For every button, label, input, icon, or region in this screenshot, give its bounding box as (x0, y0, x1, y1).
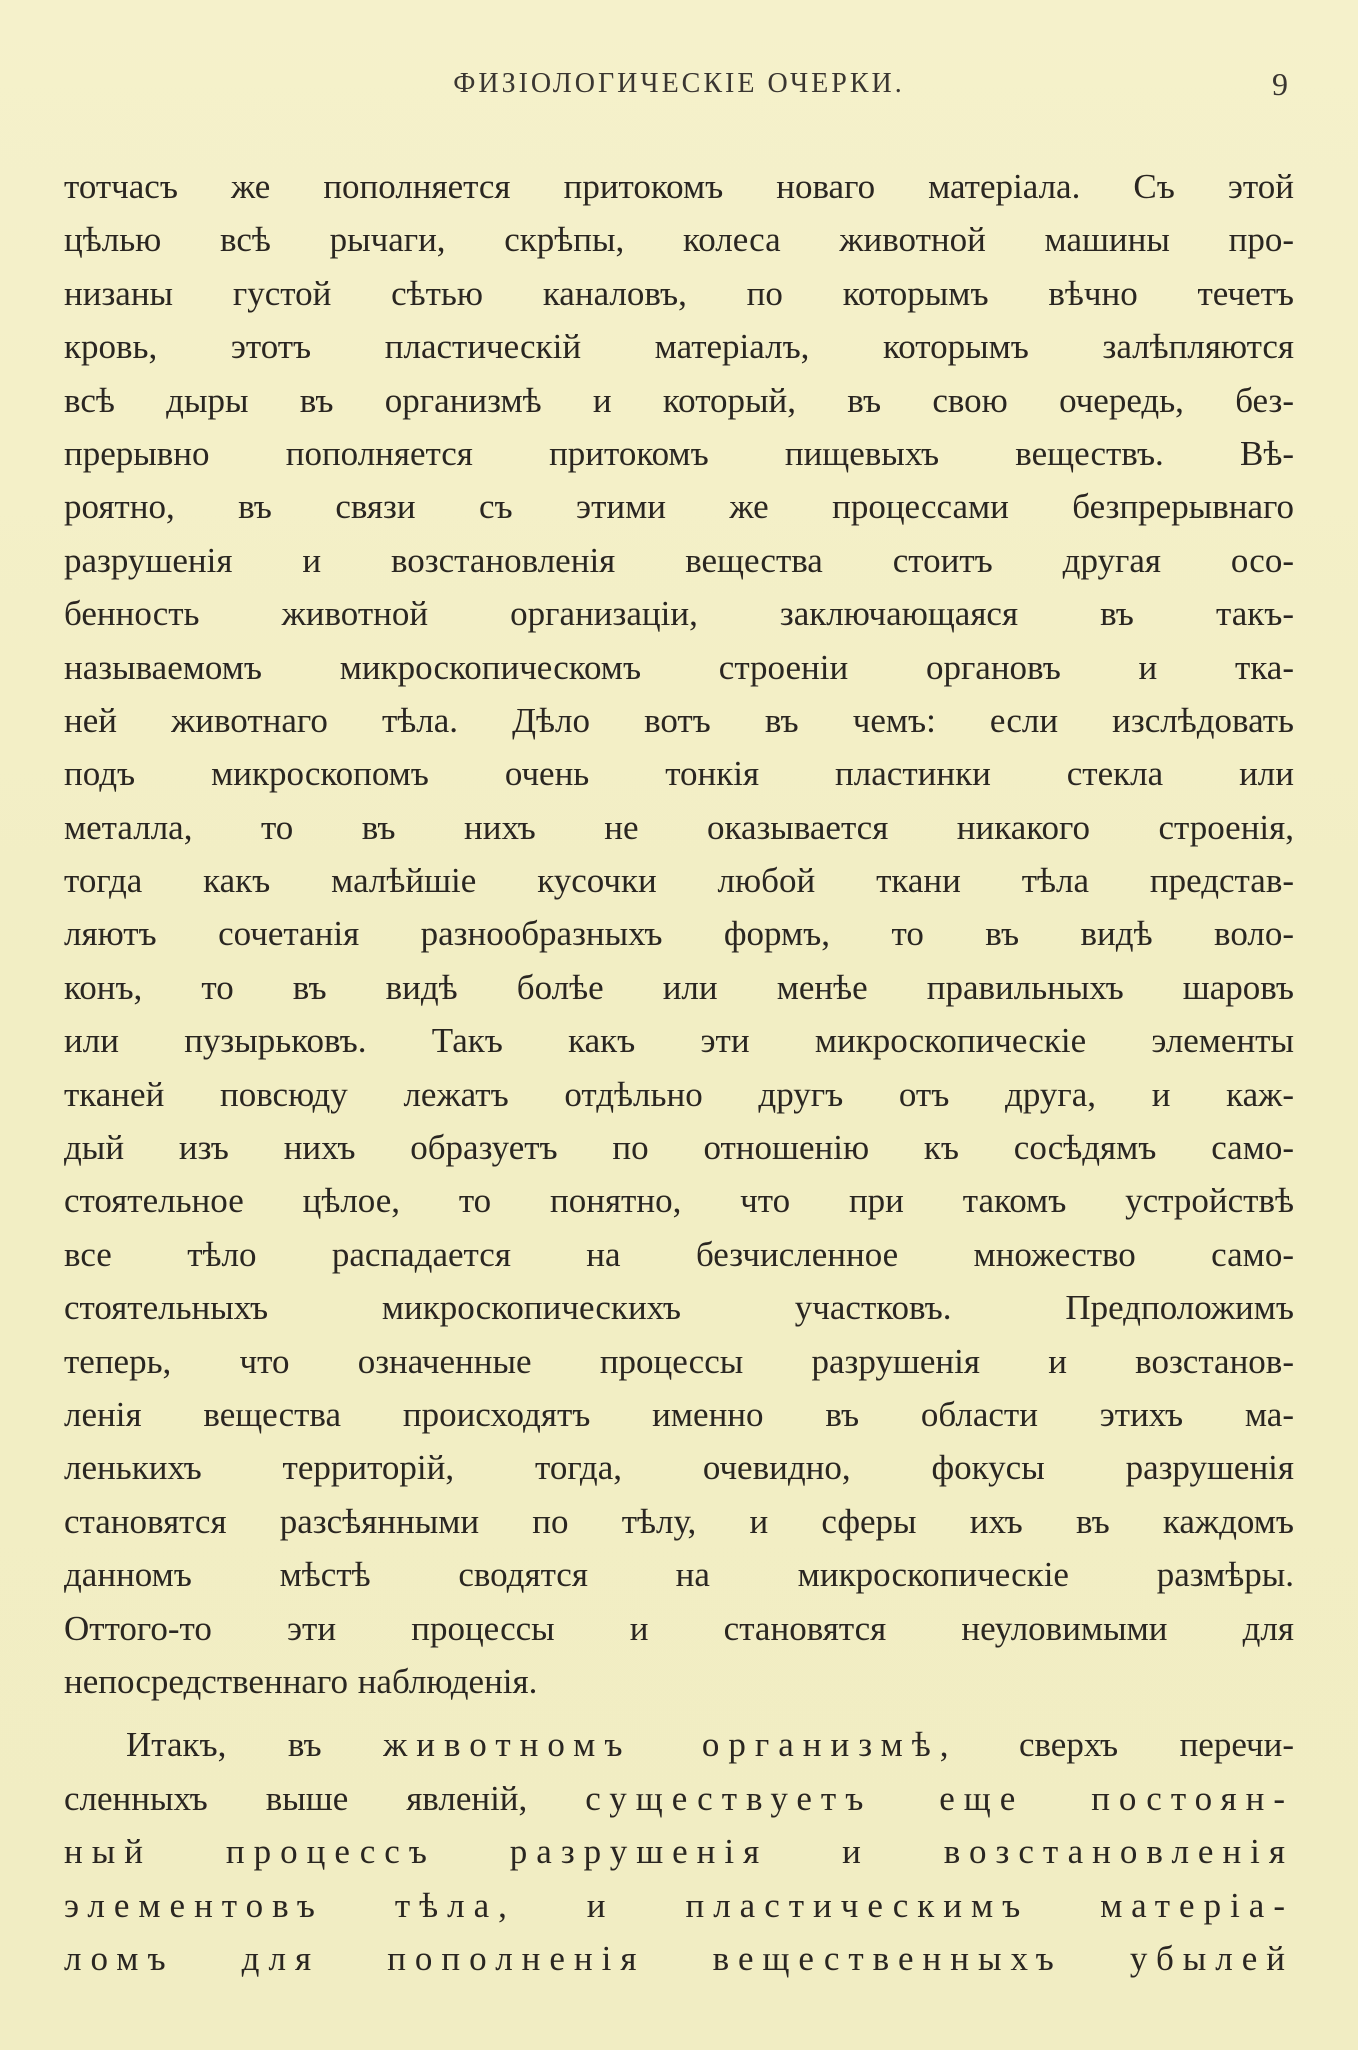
text-line: данномъ мѣстѣ сводятся на микроскопическіе размѣры. (64, 1555, 1294, 1595)
paragraph-gap (64, 1708, 1294, 1718)
paragraph-1 (64, 160, 1294, 1708)
text-line: разрушенія и возстановленія вещества стоитъ другая осо- (64, 540, 1294, 580)
text-line: прерывно пополняется притокомъ пищевыхъ веществъ. Вѣ- (64, 433, 1294, 473)
text-line (64, 1825, 1294, 1878)
paragraph-2 (64, 1718, 1294, 1985)
text-line: конъ, то въ видѣ болѣе или менѣе правильныхъ шаровъ (64, 967, 1294, 1007)
text-line: все тѣло распадается на безчисленное множество само- (64, 1234, 1294, 1274)
text-line: становятся разсѣянными по тѣлу, и сферы ихъ въ каждомъ (64, 1501, 1294, 1541)
text-line: кровь, этотъ пластическій матеріалъ, которымъ залѣпляются (64, 327, 1294, 367)
text-line: или пузырьковъ. Такъ какъ эти микроскопическіе элементы (64, 1021, 1294, 1061)
text-line: цѣлью всѣ рычаги, скрѣпы, колеса животной машины про- (64, 220, 1294, 260)
text-line: ляютъ сочетанія разнообразныхъ формъ, то въ видѣ воло- (64, 914, 1294, 954)
text-line (64, 1718, 1294, 1771)
text-line: ленькихъ территорій, тогда, очевидно, фокусы разрушенія (64, 1448, 1294, 1488)
text-line: стоятельное цѣлое, то понятно, что при такомъ устройствѣ (64, 1181, 1294, 1221)
text-line: ней животнаго тѣла. Дѣло вотъ въ чемъ: если изслѣдовать (64, 700, 1294, 740)
running-head (66, 68, 1292, 108)
text-line: бенность животной организаціи, заключающаяся въ такъ- (64, 594, 1294, 634)
text-line: непосредственнаго наблюденія. (64, 1661, 538, 1701)
text-line: теперь, что означенные процессы разрушенія и возстанов- (64, 1341, 1294, 1381)
emphasized-text: животномъ организмѣ, (383, 1725, 958, 1765)
text-line: тогда какъ малѣйшіе кусочки любой ткани тѣла представ- (64, 861, 1294, 901)
text-run: сверхъ перечи- (957, 1725, 1294, 1765)
emphasized-text: элементовъ тѣла, и пластическимъ матеріа- (64, 1885, 1294, 1925)
text-line (64, 1932, 1294, 1985)
text-line: металла, то въ нихъ не оказывается никакого строенія, (64, 807, 1294, 847)
emphasized-text: существуетъ еще постоян- (585, 1778, 1294, 1818)
text-run: Итакъ, въ (126, 1725, 384, 1765)
text-line: стоятельныхъ микроскопическихъ участковъ. Предположимъ (64, 1288, 1294, 1328)
emphasized-text: ломъ для пополненія вещественныхъ убылей (64, 1938, 1294, 1978)
text-line: всѣ дыры въ организмѣ и который, въ свою очередь, без- (64, 380, 1294, 420)
text-line: низаны густой сѣтью каналовъ, по которымъ вѣчно течетъ (64, 273, 1294, 313)
page-number: 9 (1272, 66, 1288, 102)
emphasized-text: ный процессъ разрушенія и возстановленія (64, 1832, 1294, 1872)
text-line: Оттого-то эти процессы и становятся неуловимыми для (64, 1608, 1294, 1648)
text-line: роятно, въ связи съ этими же процессами безпрерывнаго (64, 487, 1294, 527)
text-line: дый изъ нихъ образуетъ по отношенію къ сосѣдямъ само- (64, 1128, 1294, 1168)
text-line: тканей повсюду лежатъ отдѣльно другъ отъ друга, и каж- (64, 1074, 1294, 1114)
text-line: ленія вещества происходятъ именно въ области этихъ ма- (64, 1394, 1294, 1434)
text-line (64, 1772, 1294, 1825)
body-text (64, 160, 1294, 1985)
running-title: ФИЗІОЛОГИЧЕСКІЕ ОЧЕРКИ. (453, 68, 905, 99)
text-line: тотчасъ же пополняется притокомъ новаго матеріала. Съ этой (64, 167, 1294, 206)
text-run: сленныхъ выше явленій, (64, 1778, 586, 1818)
text-line: называемомъ микроскопическомъ строеніи органовъ и тка- (64, 647, 1294, 687)
text-line: подъ микроскопомъ очень тонкія пластинки стекла или (64, 754, 1294, 794)
text-line (64, 1879, 1294, 1932)
